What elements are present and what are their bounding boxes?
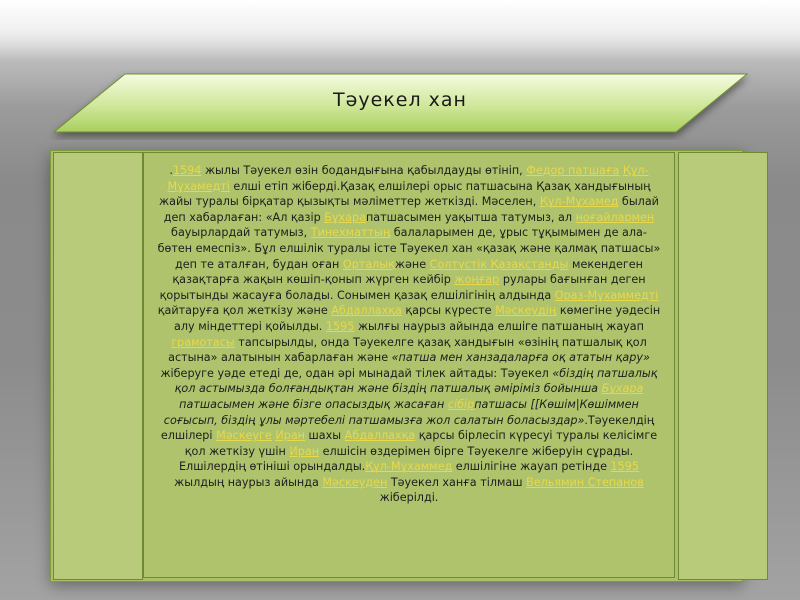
text-link[interactable]: Құл-Мұхамедті <box>167 164 649 193</box>
text-run: «патша мен ханзадаларға оқ ататын қару» <box>391 351 650 365</box>
text-run: «біздің патшалық қол астымызда болғандықтан және біздің патшалық әміріміз бойынша <box>174 366 658 396</box>
text-run: қарсы бірлесіп күресуі туралы келісімге қол жеткізу үшін <box>184 429 658 458</box>
text-link[interactable]: 1595 <box>610 460 640 474</box>
text-link[interactable]: Вельямин Степанов <box>526 475 644 489</box>
text-run: былай деп хабарлаған: «Ал қазір <box>163 195 659 224</box>
text-run: шахы <box>305 429 345 443</box>
text-column <box>143 152 675 578</box>
text-run: патшасымен және бізге опасыздық жасаған <box>179 397 448 411</box>
text-run: жылдың наурыз айында <box>174 475 323 489</box>
text-link[interactable]: Федор патшаға <box>526 164 620 177</box>
content-panel <box>50 150 743 582</box>
right-side-column <box>678 152 768 580</box>
text-run: қайтаруға қол жеткізу және <box>157 304 332 318</box>
body-paragraph <box>156 163 662 506</box>
text-link[interactable]: жоңғар <box>454 273 500 287</box>
text-link[interactable]: грамотасы <box>171 335 235 349</box>
text-link[interactable]: Бұхара <box>324 210 366 224</box>
text-link[interactable]: Абдаллахқа <box>331 304 402 318</box>
text-run: . <box>169 164 173 177</box>
text-run: елшілігіне жауап ретінде <box>452 460 611 474</box>
text-run: қарсы күресте <box>401 304 496 318</box>
text-run: патшасы [[Көшім|Көшіммен соғысып, біздің ұлы мәртебелі патшамызға жол салатын боласыздар» <box>163 397 639 427</box>
text-link[interactable]: Мәскеудің <box>495 304 557 318</box>
text-link[interactable]: Ораз-Мұхаммедті <box>554 288 659 302</box>
text-link[interactable]: Құл-Мұхаммед <box>365 460 453 474</box>
text-run: жіберуге уәде етеді де, одан әрі мынадай тілек айтады: Тәуекел <box>160 366 553 380</box>
text-run: көмегіне уәдесін алу міндеттері қойылды. <box>174 304 661 333</box>
text-link[interactable]: ноғайлармен <box>575 210 655 224</box>
text-run: елші етіп жіберді.Қазақ елшілері орыс патшасына Қазақ хандығының жайы туралы бірқатар қызықты мәліметтер жеткізді. Мәселен, <box>159 179 651 209</box>
text-run: тапсырылды, онда Тәуекелге қазақ хандығын «өзінің патшалық қол астына» алатынын хабарлаған және <box>168 335 647 365</box>
slide-title: Тәуекел хан <box>333 89 467 111</box>
text-link[interactable]: Орталық <box>342 257 395 271</box>
title-banner <box>0 0 800 140</box>
text-run: елшісін өздерімен бірге Тәуекелге жіберуін сұрады. Елшілердің өтініші орындалды. <box>178 444 634 474</box>
text-run: Тәуекел ханға тілмаш <box>387 475 527 489</box>
text-run: және <box>394 257 430 271</box>
text-link[interactable]: Мәскеуге <box>216 429 272 443</box>
text-link[interactable]: Мәскеуден <box>322 475 388 489</box>
text-link[interactable]: Иран <box>289 444 320 458</box>
left-side-column <box>53 152 143 580</box>
text-link[interactable]: 1595 <box>325 319 355 333</box>
text-link[interactable]: Абдаллахқа <box>344 429 416 443</box>
text-link[interactable]: 1594 <box>172 164 202 177</box>
text-link[interactable]: Тинехматтың <box>310 226 391 240</box>
text-run: жылы Тәуекел өзін бодандығына қабылдауды өтініп, <box>201 164 527 177</box>
text-run: балаларымен де, ұрыс тұқымымен де ала-бөтен емеспіз». Бұл елшілік туралы істе Тәуекел хан «қазақ және қалмақ патшасы» деп те аталған, будан оған <box>157 226 661 271</box>
text-run: рулары бағынған деген қорытынды жасауға болады. Сонымен қазақ елшілігінің алдында <box>159 273 646 302</box>
text-run: жылғы наурыз айында елшіге патшаның жауап <box>354 319 644 333</box>
text-run: жіберілді. <box>379 491 439 505</box>
text-run: бауырлардай татумыз, <box>171 226 311 240</box>
text-link[interactable]: Солтүстік Қазақстанды <box>429 257 569 271</box>
text-link[interactable]: Бұхара <box>601 382 644 396</box>
text-run: патшасымен уақытша татумыз, ал <box>365 210 576 224</box>
text-run: мекендеген қазақтарға жақын көшіп-қонып жүрген кейбір <box>172 257 643 287</box>
text-link[interactable]: Құл-Мұхамед <box>539 195 619 209</box>
text-link[interactable]: сібір <box>447 397 475 411</box>
text-link[interactable]: Иран <box>275 429 305 443</box>
text-run: .Тәуекелдің елшілері <box>160 413 655 443</box>
